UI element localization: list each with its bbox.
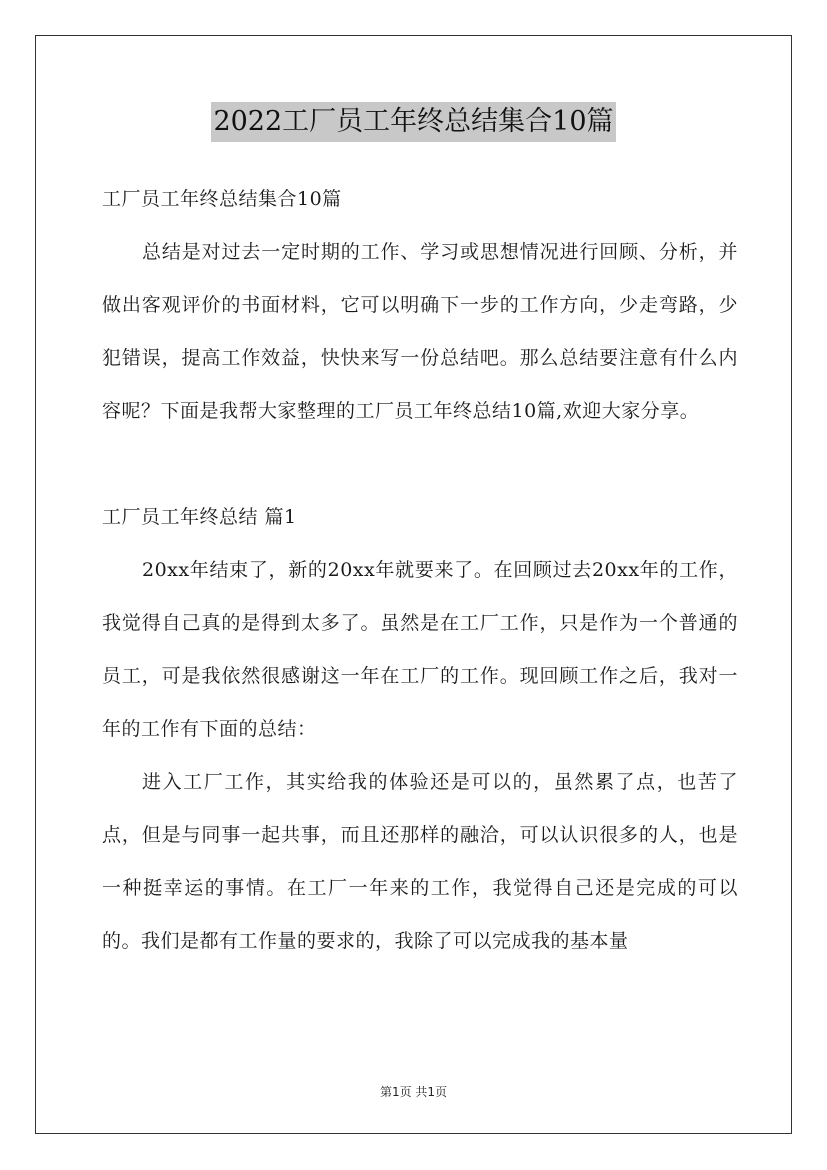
- intro-paragraph: 总结是对过去一定时期的工作、学习或思想情况进行回顾、分析，并做出客观评价的书面材料，它可以明确下一步的工作方向，少走弯路，少犯错误，提高工作效益，快快来写一份总结吧。那么总结要注意有什么内容呢？下面是我帮大家整理的工厂员工年终总结10篇,欢迎大家分享。: [102, 241, 738, 422]
- title-container: [0, 102, 827, 142]
- subtitle-line: 工厂员工年终总结集合10篇: [102, 188, 342, 210]
- body-paragraph-1: 20xx年结束了，新的20xx年就要来了。在回顾过去20xx年的工作，我觉得自己真的是得到太多了。虽然是在工厂工作，只是作为一个普通的员工，可是我依然很感谢这一年在工厂的工作。现回顾工作之后，我对一年的工作有下面的总结：: [102, 559, 738, 740]
- section-heading: 工厂员工年终总结 篇1: [102, 506, 297, 528]
- body-paragraph-2: 进入工厂工作，其实给我的体验还是可以的，虽然累了点，也苦了点，但是与同事一起共事，而且还那样的融洽，可以认识很多的人，也是一种挺幸运的事情。在工厂一年来的工作，我觉得自己还是完成的可以的。我们是都有工作量的要求的，我除了可以完成我的基本量: [102, 771, 738, 952]
- document-title: 2022工厂员工年终总结集合10篇: [211, 102, 615, 142]
- document-body: [102, 173, 738, 968]
- section-gap: [102, 438, 738, 491]
- page-footer: 第1页 共1页: [379, 1085, 448, 1099]
